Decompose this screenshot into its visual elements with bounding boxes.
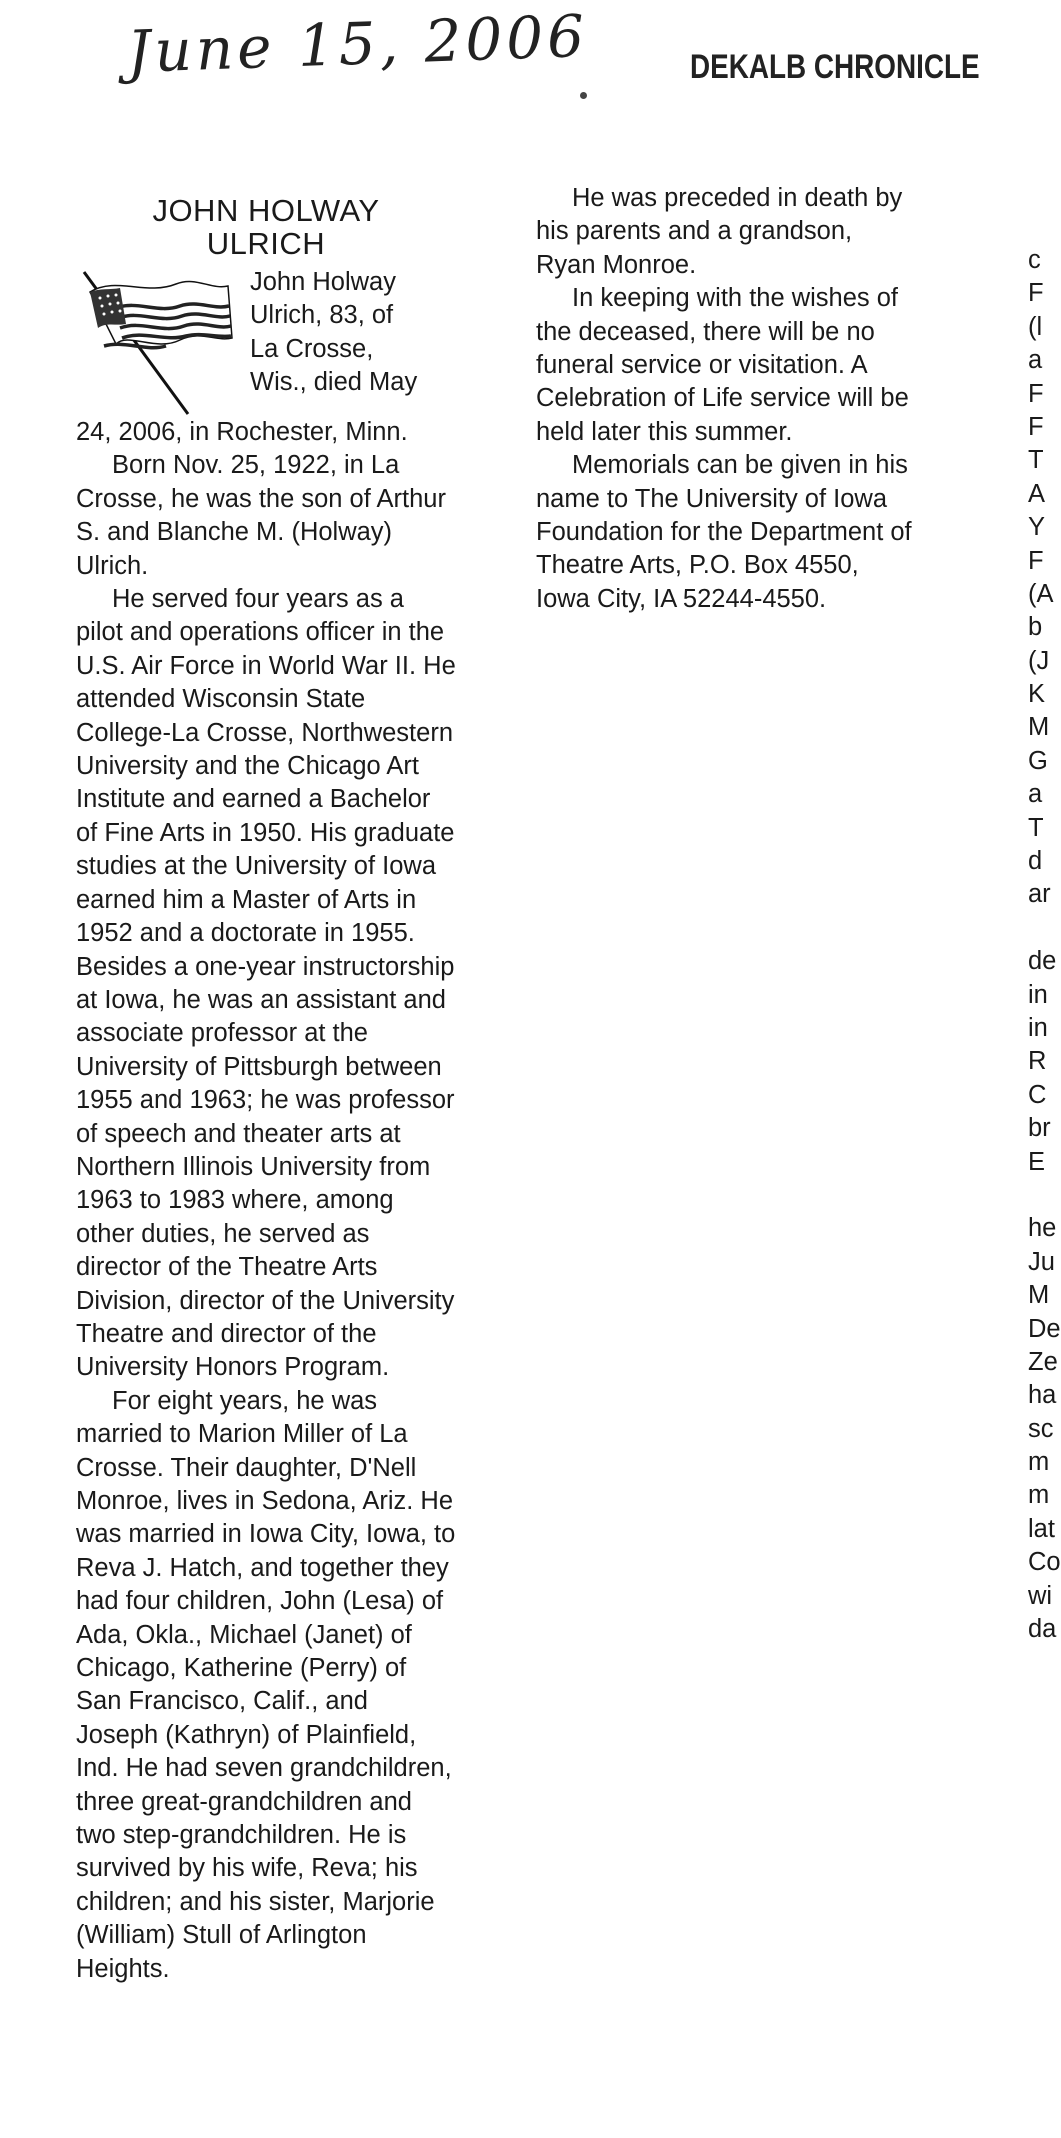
column-fragment: b xyxy=(1028,613,1043,642)
column-fragment: A xyxy=(1028,479,1046,508)
paragraph-service: In keeping with the wishes of the deceased, there will be no funeral service or visitation. A Celebration of Life service will be held later this summer. xyxy=(536,284,909,446)
paragraph-preceded: He was preceded in death by his parents and a grandson, Ryan Monroe. xyxy=(536,184,903,279)
column-fragment: Ze xyxy=(1028,1347,1058,1376)
column-fragment: C xyxy=(1028,1080,1047,1109)
column-fragment: ha xyxy=(1028,1381,1057,1410)
column-fragment: sc xyxy=(1028,1414,1054,1443)
column-fragment: da xyxy=(1028,1615,1057,1644)
obituary-column-2 xyxy=(536,182,916,616)
column-fragment: K xyxy=(1028,680,1046,709)
column-fragment: he xyxy=(1028,1214,1057,1243)
column-fragment: d xyxy=(1028,847,1043,876)
column-fragment: E xyxy=(1028,1147,1046,1176)
paragraph-memorials: Memorials can be given in his name to The University of Iowa Foundation for the Department of Theatre Arts, P.O. Box 4550, Iowa City, IA 52244-4550. xyxy=(536,451,912,613)
column-fragment: de xyxy=(1028,947,1057,976)
column-fragment: c xyxy=(1028,246,1041,274)
column-fragment: (J xyxy=(1028,646,1050,675)
paragraph-birth: Born Nov. 25, 1922, in La Crosse, he was the son of Arthur S. and Blanche M. (Holway) Ulrich. xyxy=(76,451,446,580)
headline-line-2: ULRICH xyxy=(206,226,326,261)
headline-line-1: JOHN HOLWAY xyxy=(152,193,380,228)
column-fragment: br xyxy=(1028,1114,1051,1143)
paragraph-family: For eight years, he was married to Marion Miller of La Crosse. Their daughter, D'Nell Monroe, lives in Sedona, Ariz. He was married in Iowa City, Iowa, to Reva J. Hatch, and together they had four children, John (Lesa) of Ada, Okla., Michael (Janet) of Chicago, Katherine (Perry) of San Francisco, Calif., and Joseph (Kathryn) of Plainfield, Ind. He had seven grandchildren, three great-grandchildren and two step-grandchildren. He is survived by his wife, Reva; his children; and his sister, Marjorie (William) Stull of Arlington Heights. xyxy=(76,1386,456,1983)
column-fragment xyxy=(1028,912,1048,945)
column-fragment xyxy=(1028,1179,1048,1212)
column-fragment: R xyxy=(1028,1047,1047,1076)
handwritten-date: June 15, 2006 xyxy=(126,1,590,86)
obituary-headline xyxy=(76,194,456,260)
column-fragment: ar xyxy=(1028,880,1051,909)
column-fragment: Y xyxy=(1028,513,1046,542)
american-flag-icon xyxy=(76,266,246,416)
column-fragment: M xyxy=(1028,713,1050,742)
column-fragment: (l xyxy=(1028,312,1043,341)
column-fragment: F xyxy=(1028,379,1044,408)
column-fragment: in xyxy=(1028,1013,1048,1042)
paragraph-career: He served four years as a pilot and operations officer in the U.S. Air Force in World War II. He attended Wisconsin State College-La Crosse, Northwestern University and the Chicago Art Institute and earned a Bachelor of Fine Arts in 1950. His graduate studies at the University of Iowa earned him a Master of Arts in 1952 and a doctorate in 1955. Besides a one-year instructorship at Iowa, he was an assistant and associate professor at the University of Pittsburgh between 1955 and 1963; he was professor of speech and theater arts at Northern Illinois University from 1963 to 1983 where, among other duties, he served as director of the Theatre Arts Division, director of the University Theatre and director of the University Honors Program. xyxy=(76,585,456,1382)
intro-line-3: La Crosse, xyxy=(250,334,374,363)
publication-masthead: DEKALB CHRONICLE xyxy=(690,48,980,86)
column-fragment: G xyxy=(1028,746,1048,775)
column-fragment: a xyxy=(1028,346,1043,375)
column-fragment: wi xyxy=(1028,1581,1053,1610)
column-fragment: T xyxy=(1028,813,1044,842)
ink-dot xyxy=(580,92,587,99)
cropped-neighbor-column xyxy=(1028,244,1061,1646)
column-fragment: F xyxy=(1028,279,1044,308)
intro-line-2: Ulrich, 83, of xyxy=(250,301,394,330)
column-fragment: lat xyxy=(1028,1514,1055,1543)
intro-line-5: 24, 2006, in Rochester, Minn. xyxy=(76,418,408,446)
column-fragment: Ju xyxy=(1028,1247,1055,1276)
column-fragment: Co xyxy=(1028,1548,1061,1577)
intro-line-4: Wis., died May xyxy=(250,368,418,397)
column-fragment: m xyxy=(1028,1448,1050,1477)
column-fragment: F xyxy=(1028,546,1044,575)
column-fragment: (A xyxy=(1028,579,1054,608)
column-fragment: a xyxy=(1028,780,1043,809)
column-fragment: T xyxy=(1028,446,1044,475)
column-fragment: M xyxy=(1028,1281,1050,1310)
column-fragment: m xyxy=(1028,1481,1050,1510)
obituary-column-1 xyxy=(76,194,456,1986)
column-fragment: De xyxy=(1028,1314,1061,1343)
column-fragment: F xyxy=(1028,412,1044,441)
column-fragment: in xyxy=(1028,980,1048,1009)
intro-line-1: John Holway xyxy=(250,268,396,296)
